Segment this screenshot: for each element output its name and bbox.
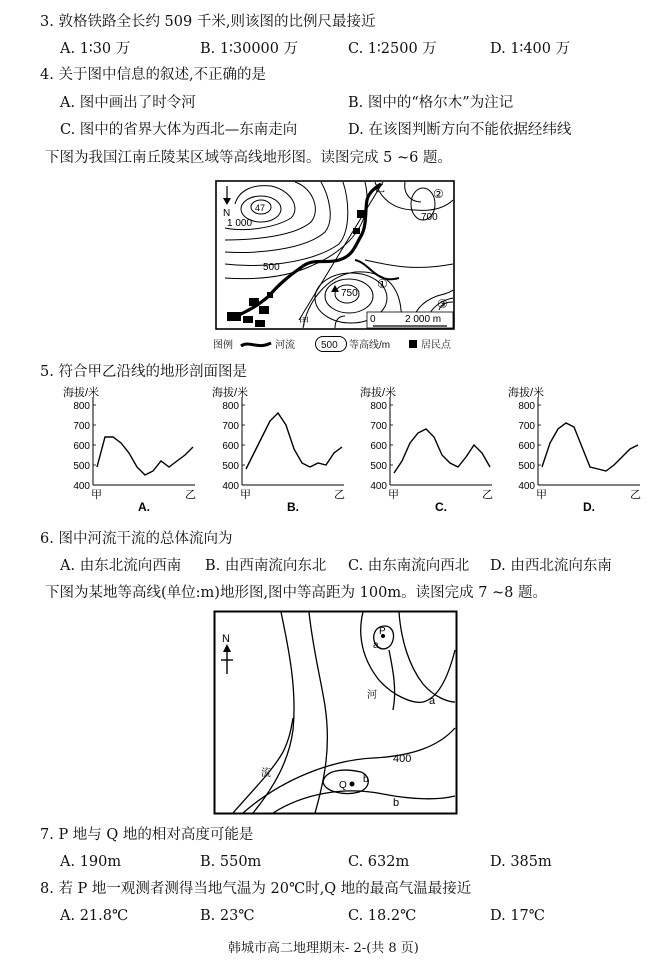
q3-stem: 3. 敦格铁路全长约 509 千米,则该图的比例尺最接近 — [40, 14, 376, 30]
intro-5-6: 下图为我国江南丘陵某区域等高线地形图。读图完成 5 ~6 题。 — [45, 150, 452, 166]
x-label-start: 甲 — [240, 489, 251, 501]
q7-option-a: A. 190m — [60, 854, 122, 870]
y-tick-label: 800 — [73, 401, 90, 412]
x-label-end: 乙 — [185, 489, 196, 501]
q3-option-c: C. 1∶2500 万 — [348, 41, 437, 57]
x-label-end: 乙 — [482, 489, 493, 501]
label-a-right: a — [429, 695, 436, 707]
q7-stem: 7. P 地与 Q 地的相对高度可能是 — [40, 827, 254, 843]
x-label-end: 乙 — [630, 489, 641, 501]
y-tick-label: 700 — [518, 421, 535, 432]
q7-option-d: D. 385m — [490, 854, 552, 870]
y-tick-label: 500 — [222, 461, 239, 472]
label-he: 河 — [367, 690, 377, 701]
label-jia: 甲 — [299, 317, 309, 328]
y-tick-label: 700 — [222, 421, 239, 432]
q8-option-d: D. 17℃ — [490, 908, 545, 924]
y-tick-label: 600 — [518, 441, 535, 452]
q4-option-b: B. 图中的“格尔木”为注记 — [348, 95, 514, 111]
q7-option-c: C. 632m — [348, 854, 410, 870]
q6-option-a: A. 由东北流向西南 — [60, 558, 182, 574]
q8-option-a: A. 21.8℃ — [60, 908, 129, 924]
profile-chart-d — [508, 385, 648, 513]
label-a-top: a — [373, 640, 379, 651]
q3-option-d: D. 1∶400 万 — [490, 41, 571, 57]
x-label-end: 乙 — [334, 489, 345, 501]
panel-label-a: A. — [138, 500, 150, 513]
q6-stem: 6. 图中河流干流的总体流向为 — [40, 531, 233, 547]
north-label-2: N — [222, 633, 230, 645]
q4-option-c: C. 图中的省界大体为西北—东南走向 — [60, 122, 298, 138]
q3-option-a: A. 1∶30 万 — [60, 41, 131, 57]
map-legend — [213, 336, 463, 352]
legend-settlement: 居民点 — [421, 340, 451, 351]
q5-stem: 5. 符合甲乙沿线的地形剖面图是 — [40, 364, 247, 380]
legend-settlement-icon — [409, 340, 417, 348]
y-axis-label: 海拔/米 — [360, 387, 397, 399]
legend-contour-number: 500 — [321, 340, 338, 351]
y-tick-label: 400 — [222, 481, 239, 492]
label-750: 750 — [341, 288, 358, 299]
profile-line-d — [542, 423, 638, 471]
q4-option-a: A. 图中画出了时令河 — [60, 95, 196, 111]
intro-7-8: 下图为某地等高线(单位:m)地形图,图中等高距为 100m。读图完成 7 ~8 题。 — [45, 585, 548, 601]
profile-chart-a — [63, 385, 203, 513]
profile-line-b — [246, 413, 342, 469]
legend-contour: 等高线/m — [349, 340, 391, 351]
label-liu: 流 — [261, 768, 271, 779]
scale-zero: 0 — [370, 314, 376, 325]
profile-line-a — [97, 437, 193, 475]
contour-map-jiangnan — [215, 180, 455, 330]
y-axis-label: 海拔/米 — [212, 387, 249, 399]
x-label-start: 甲 — [91, 489, 102, 501]
y-tick-label: 400 — [73, 481, 90, 492]
label-400: 400 — [393, 753, 412, 765]
y-tick-label: 400 — [370, 481, 387, 492]
y-axis-label: 海拔/米 — [63, 387, 100, 399]
profile-line-c — [394, 429, 490, 473]
label-700: 700 — [421, 212, 438, 223]
profile-chart-b — [212, 385, 352, 513]
label-q: Q — [339, 780, 347, 791]
legend-title: 图例 — [213, 340, 233, 351]
q4-stem: 4. 关于图中信息的叙述,不正确的是 — [40, 67, 267, 83]
q8-option-b: B. 23℃ — [200, 908, 255, 924]
y-tick-label: 400 — [518, 481, 535, 492]
x-label-start: 甲 — [536, 489, 547, 501]
label-mark-3: ③ — [437, 297, 448, 311]
y-tick-label: 500 — [370, 461, 387, 472]
y-tick-label: 500 — [518, 461, 535, 472]
label-b-inner: b — [363, 774, 369, 785]
contour-map-p-q — [213, 610, 458, 815]
y-tick-label: 800 — [222, 401, 239, 412]
q7-option-b: B. 550m — [200, 854, 262, 870]
q6-option-b: B. 由西南流向东北 — [205, 558, 327, 574]
y-axis-label: 海拔/米 — [508, 387, 545, 399]
y-tick-label: 500 — [73, 461, 90, 472]
label-b-outer: b — [393, 797, 400, 809]
q6-option-c: C. 由东南流向西北 — [348, 558, 470, 574]
q4-option-d: D. 在该图判断方向不能依据经纬线 — [348, 122, 572, 138]
q8-stem: 8. 若 P 地一观测者测得当地气温为 20℃时,Q 地的最高气温最接近 — [40, 881, 472, 897]
panel-label-b: B. — [287, 500, 299, 513]
panel-label-c: C. — [435, 500, 447, 513]
profile-chart-c — [360, 385, 500, 513]
page-footer: 韩城市高二地理期末- 2-(共 8 页) — [228, 941, 419, 956]
point-q-marker — [350, 782, 355, 787]
label-mark-1: ① — [377, 277, 388, 291]
y-tick-label: 800 — [518, 401, 535, 412]
y-tick-label: 700 — [370, 421, 387, 432]
y-tick-label: 800 — [370, 401, 387, 412]
x-label-start: 甲 — [388, 489, 399, 501]
label-1000: 1 000 — [227, 218, 253, 229]
north-label: N — [223, 208, 231, 219]
panel-label-d: D. — [583, 500, 595, 513]
label-yi: 乙 — [375, 184, 385, 195]
legend-river-icon — [239, 338, 273, 350]
y-tick-label: 600 — [370, 441, 387, 452]
y-tick-label: 600 — [222, 441, 239, 452]
label-peak-47: 47 — [255, 203, 266, 213]
label-p: P — [379, 626, 386, 637]
label-500: 500 — [263, 262, 280, 273]
scale-2000m: 2 000 m — [405, 314, 442, 325]
q6-option-d: D. 由西北流向东南 — [490, 558, 612, 574]
y-tick-label: 600 — [73, 441, 90, 452]
legend-river: 河流 — [275, 340, 295, 351]
q3-option-b: B. 1∶30000 万 — [200, 41, 299, 57]
y-tick-label: 700 — [73, 421, 90, 432]
label-mark-2: ② — [433, 187, 444, 201]
q8-option-c: C. 18.2℃ — [348, 908, 417, 924]
